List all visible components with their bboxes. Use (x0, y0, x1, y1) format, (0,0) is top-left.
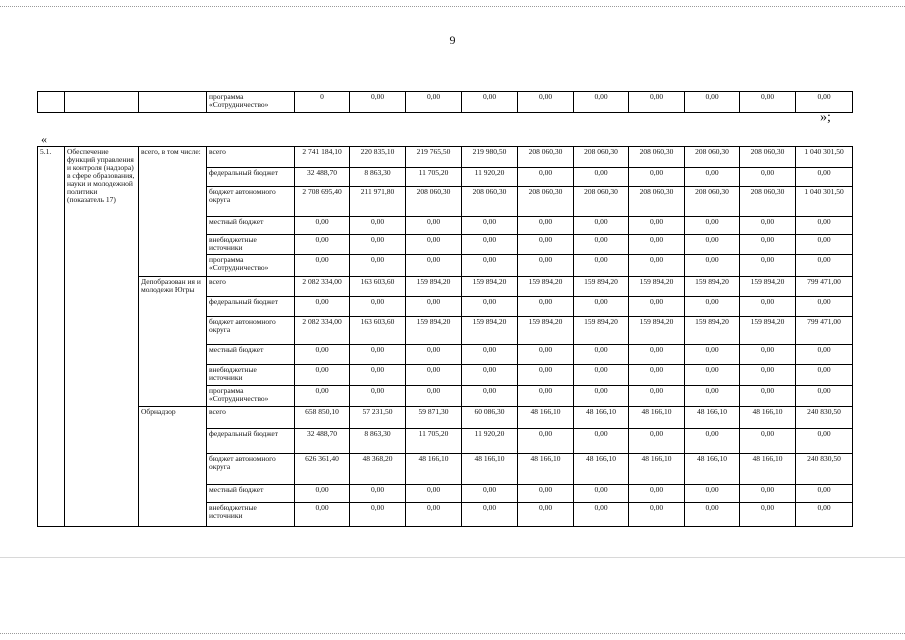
value-cell: 0,00 (406, 255, 462, 277)
value-cell: 208 060,30 (518, 147, 574, 168)
value-cell: 626 361,40 (295, 454, 350, 485)
value-cell: 0,00 (518, 235, 574, 255)
value-cell: 0,00 (740, 429, 796, 454)
value-cell: 159 894,20 (406, 277, 462, 297)
value-cell: 159 894,20 (629, 317, 685, 345)
value-cell: 159 894,20 (629, 277, 685, 297)
value-cell: 208 060,30 (574, 147, 629, 168)
value-cell: 0,00 (740, 217, 796, 235)
value-cell: 0,00 (796, 235, 853, 255)
value-cell: 0,00 (629, 92, 685, 113)
value-cell: 0,00 (629, 503, 685, 527)
funding-source-label: программа «Сотрудничество» (207, 386, 295, 407)
value-cell: 0,00 (574, 503, 629, 527)
funding-table (37, 146, 853, 527)
value-cell: 0,00 (462, 345, 518, 365)
value-cell: 0,00 (406, 217, 462, 235)
value-cell: 0,00 (518, 255, 574, 277)
value-cell: 2 708 695,40 (295, 187, 350, 217)
value-cell: 0,00 (796, 297, 853, 317)
empty-cell (139, 92, 207, 113)
value-cell: 0,00 (462, 503, 518, 527)
value-cell: 0,00 (295, 345, 350, 365)
value-cell: 0,00 (574, 386, 629, 407)
value-cell: 48 166,10 (740, 454, 796, 485)
value-cell: 163 603,60 (350, 317, 406, 345)
value-cell: 0,00 (574, 485, 629, 503)
value-cell: 0,00 (574, 297, 629, 317)
row-number: 5.1. (38, 147, 65, 527)
value-cell: 0,00 (406, 365, 462, 386)
value-cell: 0,00 (295, 217, 350, 235)
value-cell: 208 060,30 (685, 147, 740, 168)
value-cell: 0,00 (574, 345, 629, 365)
value-cell: 0,00 (629, 235, 685, 255)
value-cell: 159 894,20 (740, 277, 796, 297)
closing-quote: »; (820, 110, 831, 125)
row-label: программа «Сотрудничество» (207, 92, 295, 113)
value-cell: 0,00 (685, 429, 740, 454)
value-cell: 0,00 (685, 168, 740, 187)
funding-source-label: бюджет автономного округа (207, 317, 295, 345)
value-cell: 0,00 (295, 235, 350, 255)
value-cell: 0,00 (462, 92, 518, 113)
value-cell: 0,00 (685, 255, 740, 277)
funding-source-label: федеральный бюджет (207, 429, 295, 454)
value-cell: 0,00 (685, 386, 740, 407)
value-cell: 0,00 (796, 386, 853, 407)
value-cell: 0,00 (740, 168, 796, 187)
opening-quote: « (41, 132, 47, 146)
value-cell: 60 086,30 (462, 407, 518, 429)
value-cell: 0,00 (740, 386, 796, 407)
value-cell: 0,00 (462, 485, 518, 503)
value-cell: 159 894,20 (406, 317, 462, 345)
value-cell: 0,00 (574, 235, 629, 255)
value-cell: 48 166,10 (629, 407, 685, 429)
value-cell: 0,00 (406, 235, 462, 255)
value-cell: 48 166,10 (462, 454, 518, 485)
value-cell: 0,00 (350, 386, 406, 407)
value-cell: 799 471,00 (796, 277, 853, 297)
funding-source-label: местный бюджет (207, 345, 295, 365)
table-row (38, 92, 853, 113)
value-cell: 0,00 (518, 503, 574, 527)
value-cell: 0,00 (574, 92, 629, 113)
value-cell: 163 603,60 (350, 277, 406, 297)
value-cell: 0,00 (518, 345, 574, 365)
value-cell: 0,00 (462, 235, 518, 255)
value-cell: 0,00 (518, 92, 574, 113)
value-cell: 0,00 (685, 345, 740, 365)
value-cell: 0,00 (518, 217, 574, 235)
value-cell: 0,00 (574, 217, 629, 235)
value-cell: 11 705,20 (406, 168, 462, 187)
value-cell: 0,00 (685, 297, 740, 317)
value-cell: 0,00 (574, 365, 629, 386)
value-cell: 0,00 (406, 92, 462, 113)
value-cell: 0,00 (685, 365, 740, 386)
value-cell: 1 040 301,50 (796, 187, 853, 217)
executor-name: Обрнадзор (139, 407, 207, 527)
value-cell: 0,00 (629, 429, 685, 454)
value-cell: 0,00 (518, 485, 574, 503)
value-cell: 0,00 (629, 297, 685, 317)
empty-cell (38, 92, 65, 113)
value-cell: 219 765,50 (406, 147, 462, 168)
value-cell: 0,00 (796, 345, 853, 365)
value-cell: 48 166,10 (685, 454, 740, 485)
value-cell: 219 980,50 (462, 147, 518, 168)
executor-name: всего, в том числе: (139, 147, 207, 277)
value-cell: 0,00 (740, 297, 796, 317)
value-cell: 0,00 (796, 485, 853, 503)
value-cell: 0,00 (629, 386, 685, 407)
value-cell: 0,00 (406, 503, 462, 527)
value-cell: 0,00 (796, 503, 853, 527)
value-cell: 0,00 (685, 235, 740, 255)
value-cell: 0,00 (740, 255, 796, 277)
value-cell: 0,00 (462, 365, 518, 386)
value-cell: 2 082 334,00 (295, 317, 350, 345)
value-cell: 0,00 (796, 168, 853, 187)
page-number: 9 (449, 33, 456, 47)
value-cell: 208 060,30 (740, 187, 796, 217)
value-cell: 208 060,30 (629, 147, 685, 168)
value-cell: 0,00 (295, 503, 350, 527)
value-cell: 0,00 (796, 429, 853, 454)
value-cell: 0,00 (406, 386, 462, 407)
value-cell: 0,00 (295, 485, 350, 503)
value-cell: 0,00 (295, 365, 350, 386)
value-cell: 0,00 (350, 297, 406, 317)
table-row (38, 277, 853, 297)
value-cell: 32 488,70 (295, 429, 350, 454)
value-cell: 159 894,20 (462, 277, 518, 297)
value-cell: 0,00 (518, 429, 574, 454)
value-cell: 0,00 (574, 255, 629, 277)
value-cell: 211 971,80 (350, 187, 406, 217)
funding-source-label: внебюджетные источники (207, 503, 295, 527)
value-cell: 48 166,10 (740, 407, 796, 429)
value-cell: 0,00 (406, 345, 462, 365)
value-cell: 48 166,10 (518, 407, 574, 429)
value-cell: 2 082 334,00 (295, 277, 350, 297)
funding-source-label: всего (207, 277, 295, 297)
measure-name: Обеспечение функций управления и контроля (надзора) в сфере образования, науки и молодежной политики (показатель 17) (65, 147, 139, 527)
value-cell: 0,00 (740, 235, 796, 255)
empty-cell (65, 92, 139, 113)
value-cell: 11 920,20 (462, 168, 518, 187)
value-cell: 0,00 (685, 503, 740, 527)
value-cell: 240 830,50 (796, 454, 853, 485)
value-cell: 1 040 301,50 (796, 147, 853, 168)
value-cell: 799 471,00 (796, 317, 853, 345)
value-cell: 0,00 (629, 168, 685, 187)
value-cell: 0,00 (796, 365, 853, 386)
value-cell: 159 894,20 (462, 317, 518, 345)
funding-source-label: федеральный бюджет (207, 168, 295, 187)
value-cell: 0,00 (629, 345, 685, 365)
funding-source-label: всего (207, 407, 295, 429)
value-cell: 159 894,20 (685, 277, 740, 297)
funding-source-label: программа «Сотрудничество» (207, 255, 295, 277)
value-cell: 208 060,30 (685, 187, 740, 217)
value-cell: 57 231,50 (350, 407, 406, 429)
value-cell: 0,00 (629, 217, 685, 235)
value-cell: 658 850,10 (295, 407, 350, 429)
value-cell: 0,00 (740, 503, 796, 527)
value-cell: 0,00 (406, 485, 462, 503)
value-cell: 0,00 (295, 297, 350, 317)
value-cell: 0 (295, 92, 350, 113)
value-cell: 0,00 (740, 365, 796, 386)
funding-source-label: внебюджетные источники (207, 235, 295, 255)
value-cell: 59 871,30 (406, 407, 462, 429)
value-cell: 0,00 (462, 255, 518, 277)
value-cell: 8 863,30 (350, 429, 406, 454)
value-cell: 0,00 (740, 485, 796, 503)
continuation-table (37, 91, 853, 113)
value-cell: 0,00 (350, 485, 406, 503)
funding-source-label: внебюджетные источники (207, 365, 295, 386)
value-cell: 0,00 (740, 345, 796, 365)
value-cell: 32 488,70 (295, 168, 350, 187)
scan-edge-bottom (0, 633, 905, 640)
value-cell: 0,00 (685, 485, 740, 503)
value-cell: 0,00 (350, 217, 406, 235)
value-cell: 48 166,10 (574, 407, 629, 429)
value-cell: 0,00 (462, 297, 518, 317)
value-cell: 0,00 (518, 386, 574, 407)
value-cell: 0,00 (574, 168, 629, 187)
funding-source-label: всего (207, 147, 295, 168)
value-cell: 0,00 (574, 429, 629, 454)
value-cell: 0,00 (350, 365, 406, 386)
value-cell: 208 060,30 (629, 187, 685, 217)
executor-name: Депобразован ия и молодежи Югры (139, 277, 207, 407)
value-cell: 0,00 (350, 235, 406, 255)
value-cell: 159 894,20 (574, 317, 629, 345)
funding-source-label: местный бюджет (207, 485, 295, 503)
value-cell: 0,00 (518, 168, 574, 187)
value-cell: 0,00 (740, 92, 796, 113)
funding-source-label: бюджет автономного округа (207, 454, 295, 485)
value-cell: 159 894,20 (685, 317, 740, 345)
value-cell: 208 060,30 (462, 187, 518, 217)
value-cell: 159 894,20 (518, 317, 574, 345)
value-cell: 48 166,10 (685, 407, 740, 429)
value-cell: 208 060,30 (740, 147, 796, 168)
value-cell: 0,00 (796, 217, 853, 235)
value-cell: 208 060,30 (518, 187, 574, 217)
value-cell: 208 060,30 (406, 187, 462, 217)
funding-source-label: федеральный бюджет (207, 297, 295, 317)
scan-edge-top (0, 0, 905, 7)
value-cell: 159 894,20 (740, 317, 796, 345)
value-cell: 0,00 (462, 386, 518, 407)
page-divider (0, 557, 905, 558)
value-cell: 0,00 (796, 255, 853, 277)
value-cell: 0,00 (796, 92, 853, 113)
value-cell: 0,00 (350, 92, 406, 113)
value-cell: 159 894,20 (574, 277, 629, 297)
value-cell: 0,00 (629, 485, 685, 503)
value-cell: 0,00 (462, 217, 518, 235)
value-cell: 0,00 (295, 386, 350, 407)
value-cell: 0,00 (518, 365, 574, 386)
table-row (38, 407, 853, 429)
value-cell: 0,00 (406, 297, 462, 317)
value-cell: 0,00 (350, 255, 406, 277)
value-cell: 0,00 (350, 503, 406, 527)
funding-source-label: бюджет автономного округа (207, 187, 295, 217)
value-cell: 0,00 (518, 297, 574, 317)
value-cell: 11 920,20 (462, 429, 518, 454)
value-cell: 8 863,30 (350, 168, 406, 187)
value-cell: 48 368,20 (350, 454, 406, 485)
value-cell: 0,00 (629, 365, 685, 386)
value-cell: 0,00 (295, 255, 350, 277)
value-cell: 240 830,50 (796, 407, 853, 429)
value-cell: 2 741 184,10 (295, 147, 350, 168)
funding-source-label: местный бюджет (207, 217, 295, 235)
value-cell: 208 060,30 (574, 187, 629, 217)
value-cell: 0,00 (685, 217, 740, 235)
value-cell: 48 166,10 (574, 454, 629, 485)
value-cell: 0,00 (685, 92, 740, 113)
value-cell: 220 835,10 (350, 147, 406, 168)
value-cell: 159 894,20 (518, 277, 574, 297)
value-cell: 0,00 (629, 255, 685, 277)
value-cell: 11 705,20 (406, 429, 462, 454)
value-cell: 48 166,10 (629, 454, 685, 485)
table-row (38, 147, 853, 168)
value-cell: 48 166,10 (518, 454, 574, 485)
value-cell: 0,00 (350, 345, 406, 365)
value-cell: 48 166,10 (406, 454, 462, 485)
